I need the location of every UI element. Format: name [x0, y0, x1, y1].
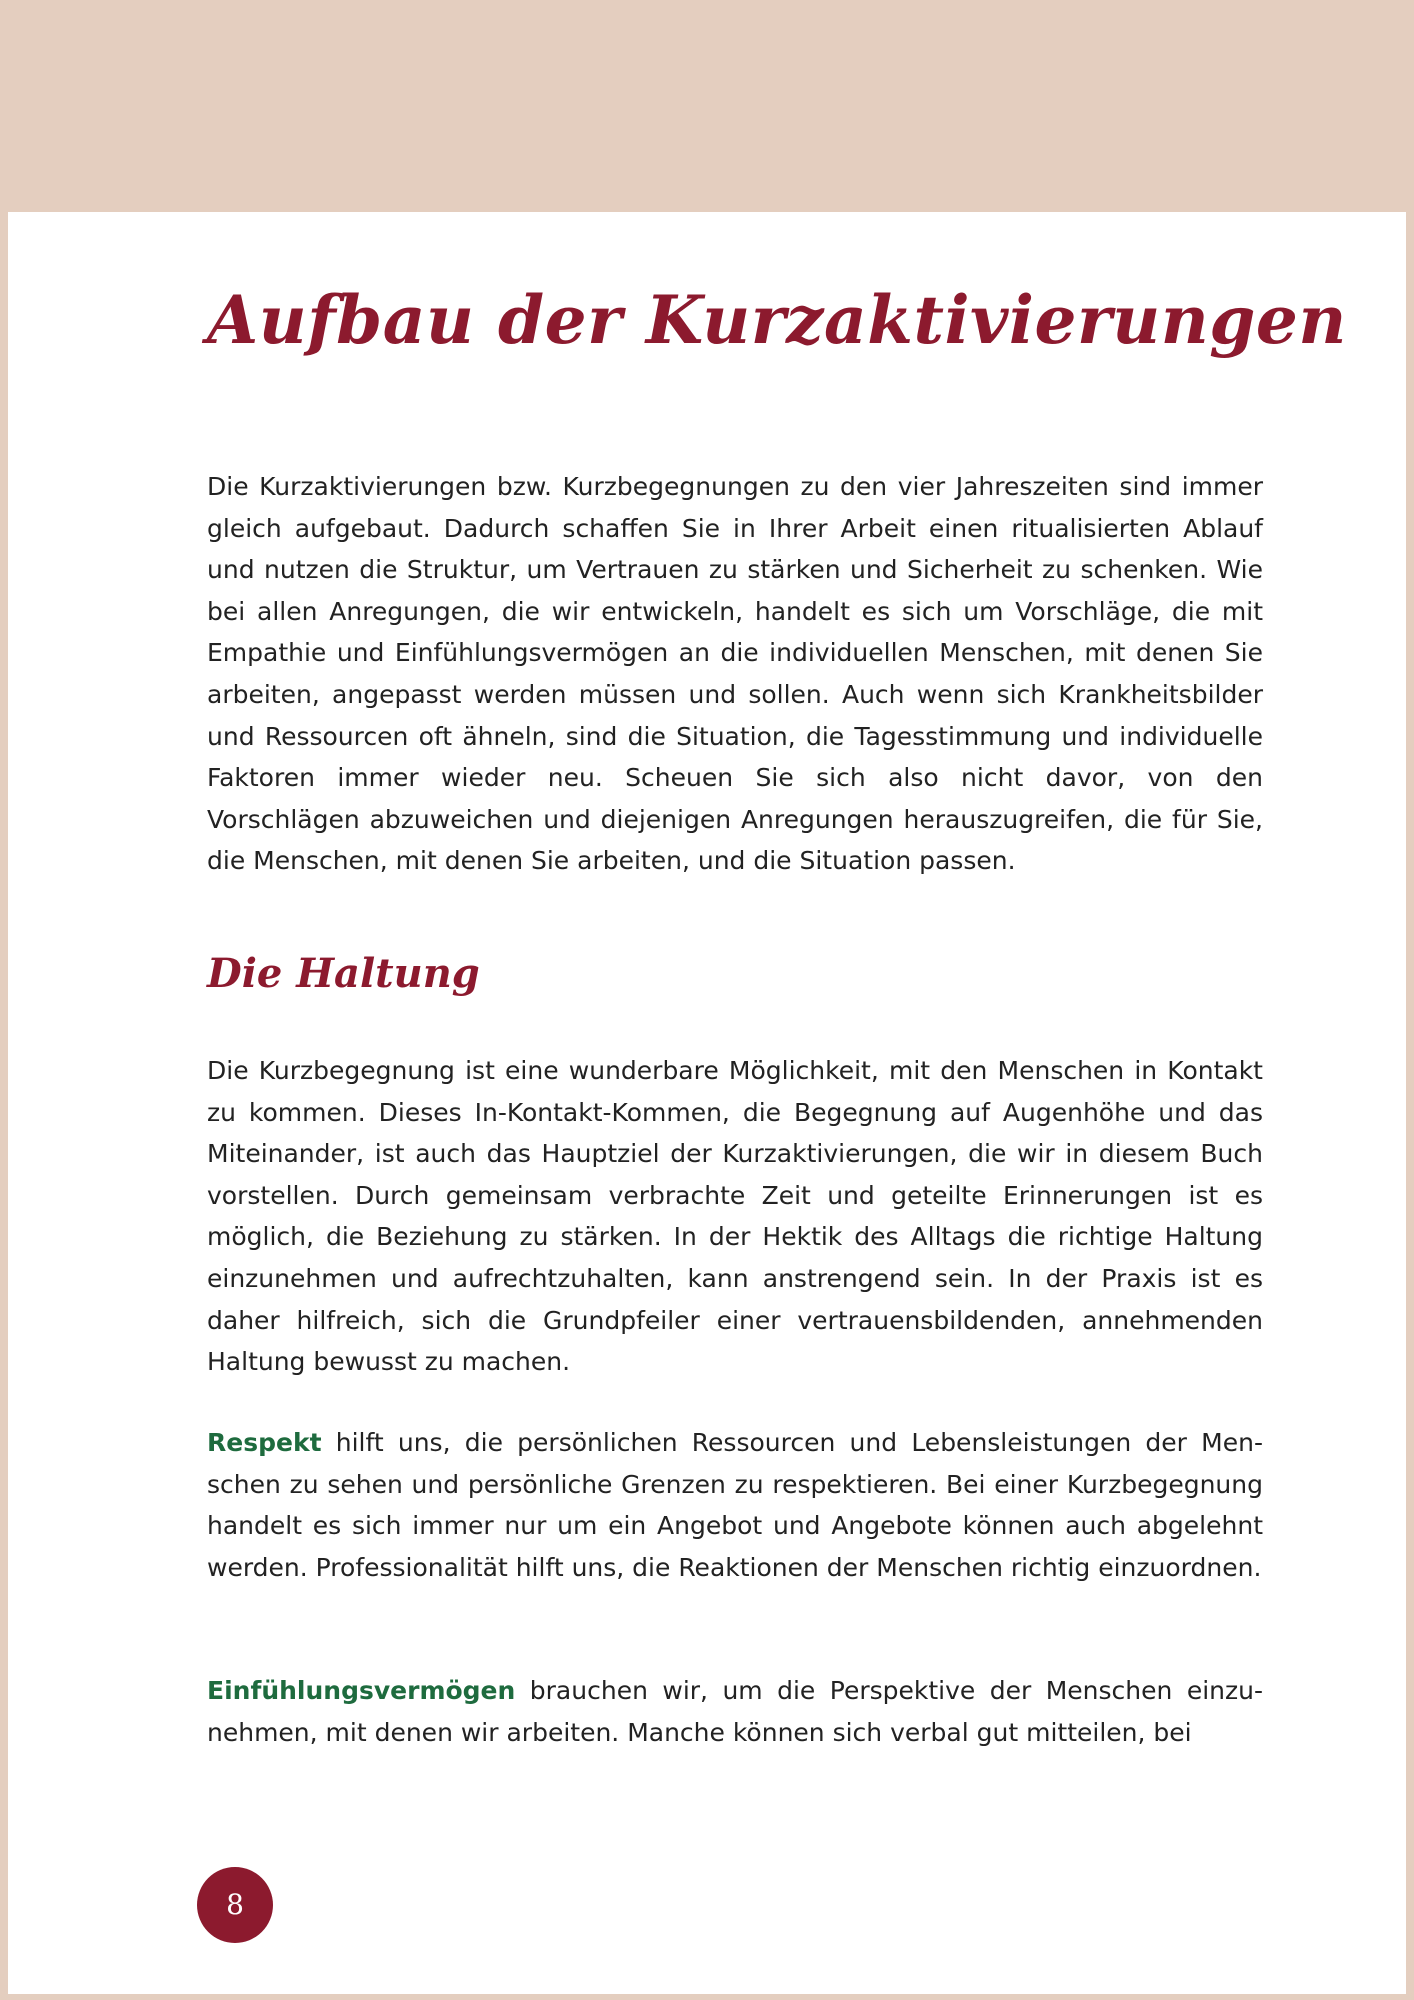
term-respekt-text: hilft uns, die persönlichen Ressourcen und Lebensleistungen der Menschen zu sehen und persönliche Grenzen zu respektieren. Bei einer Kurzbegegnung handelt es sich immer nur um ein Angebot und Angebote können auch abgelehnt werden. Professionalität hilft uns, die Reaktionen der Menschen richtig einzuordnen. [207, 1428, 1263, 1582]
section-paragraph: Die Kurzbegegnung ist eine wunderbare Möglichkeit, mit den Menschen in Kontakt zu kommen. Dieses In-Kontakt-Kommen, die Begegnung auf Augenhöhe und das Miteinander, ist auch das Hauptziel der Kurzaktivierungen, die wir in diesem Buch vorstellen. Durch gemeinsam verbrachte Zeit und geteilte Erinnerungen ist es möglich, die Beziehung zu stärken. In der Hektik des Alltags die richtige Haltung einzunehmen und aufrechtzuhalten, kann anstrengend sein. In der Praxis ist es daher hilfreich, sich die Grundpfeiler einer vertrauensbildenden, annehmenden Haltung bewusst zu machen. [207, 1056, 1263, 1377]
term-einfuehlungsvermoegen: Einfühlungsvermögen [207, 1676, 516, 1705]
page-number-badge: 8 [197, 1867, 273, 1943]
intro-paragraph: Die Kurzaktivierungen bzw. Kurzbegegnungen zu den vier Jahreszeiten sind immer gleich aufgebaut. Dadurch schaffen Sie in Ihrer Arbeit einen ritualisierten Ablauf und nutzen die Struktur, um Vertrauen zu stärken und Sicherheit zu schenken. Wie bei allen Anregungen, die wir entwickeln, handelt es sich um Vorschläge, die mit Empathie und Einfühlungsvermögen an die individuellen Menschen, mit denen Sie arbeiten, angepasst werden müssen und sollen. Auch wenn sich Krankheitsbilder und Ressourcen oft ähneln, sind die Situation, die Tagesstimmung und individuelle Faktoren immer wieder neu. Scheuen Sie sich also nicht davor, von den Vorschlägen abzuweichen und diejenigen Anregungen herauszugreifen, die für Sie, die Menschen, mit denen Sie arbeiten, und die Situation passen. [207, 472, 1263, 876]
term-paragraph-respekt [207, 1422, 1263, 1588]
page-title: Aufbau der Kurzaktivierungen [207, 281, 1347, 359]
term-paragraph-einfuehlungsvermoegen [207, 1670, 1263, 1753]
term-einfuehlungsvermoegen-text: brauchen wir, um die Perspektive der Menschen einzunehmen, mit denen wir arbeiten. Manche können sich verbal gut mitteilen, bei [207, 1676, 1263, 1747]
term-respekt: Respekt [207, 1428, 322, 1457]
page [8, 212, 1406, 1994]
section-heading: Die Haltung [207, 950, 480, 997]
